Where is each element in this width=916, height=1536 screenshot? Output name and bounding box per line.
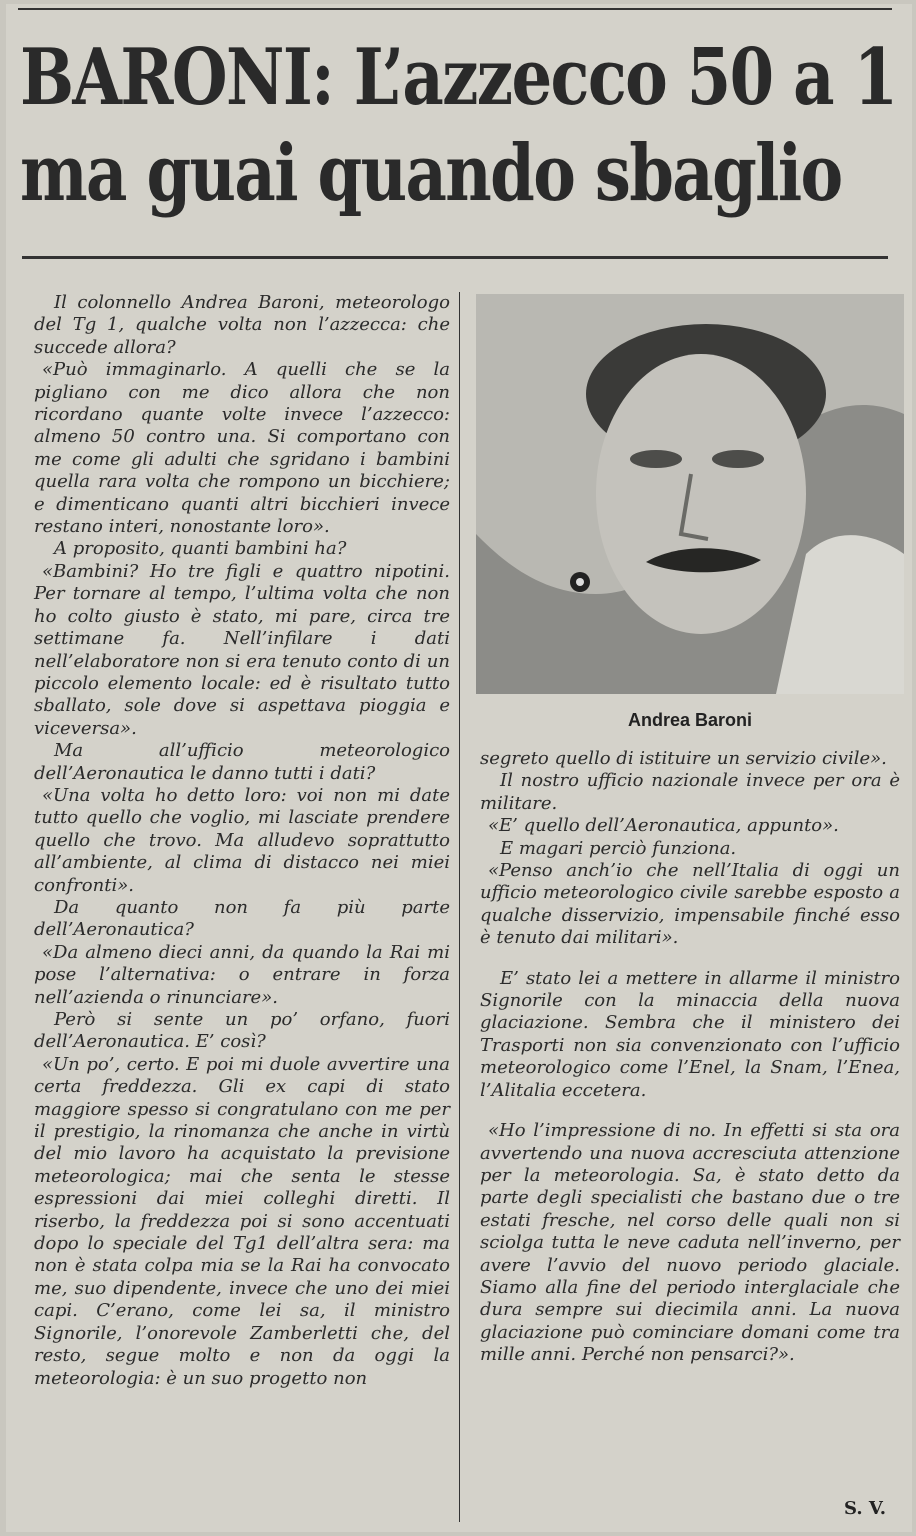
- paragraph: «Bambini? Ho tre figli e quattro nipotini. Per tornare al tempo, l’ultima volta che non ho colto giusto è stato, mi pare, circa tre settimane fa. Nell’infilare i dati nell’elaboratore non si era tenuto conto di un piccolo elemento locale: ed è risultato tutto sballato, sole dove si aspettava pioggia e viceversa».: [34, 560, 450, 739]
- paragraph: «Può immaginarlo. A quelli che se la pigliano con me dico allora che non ricordano quante volte invece l’azzecco: almeno 50 contro una. Si comportano con me come gli adulti che sgridano i bambini quella rara volta che rompono un bicchiere; e dimenticano quanti altri bicchieri invece restano interi, nonostante loro».: [34, 359, 450, 538]
- paragraph: «Da almeno dieci anni, da quando la Rai mi pose l’alternativa: o entrare in forza nell’azienda o rinunciare».: [34, 941, 450, 1008]
- paragraph: Ma all’ufficio meteorologico dell’Aeronautica le danno tutti i dati?: [34, 740, 450, 784]
- paragraph: Però si sente un po’ orfano, fuori dell’Aeronautica. E’ così?: [34, 1009, 450, 1053]
- column-divider: [459, 292, 460, 1522]
- paragraph: «Un po’, certo. E poi mi duole avvertire una certa freddezza. Gli ex capi di stato maggiore spesso si congratulano con me per il prestigio, la rinomanza che anche in virtù del mio lavoro ha acquistato la previsione meteorologica; mai che senta le stesse espressioni dai miei colleghi diretti. Il riserbo, la freddezza poi si sono accentuati dopo lo speciale del Tg1 dell’altra sera: ma non è stata colpa mia se la Rai ha convocato me, suo dipendente, invece che uno dei miei capi. C’erano, come lei sa, il ministro Signorile, l’onorevole Zamberletti che, del resto, segue molto e non da oggi la meteorologia: è un suo progetto non: [34, 1053, 450, 1389]
- left-column: [34, 292, 450, 1390]
- portrait-photo: [476, 294, 904, 694]
- newspaper-clipping: [6, 4, 912, 1532]
- photo-caption: Andrea Baroni: [627, 710, 753, 730]
- paragraph: «E’ quello dell’Aeronautica, appunto».: [488, 815, 839, 837]
- top-rule: [18, 8, 892, 10]
- paragraph: segreto quello di istituire un servizio civile».: [480, 748, 887, 769]
- paragraph: Da quanto non fa più parte dell’Aeronautica?: [34, 896, 450, 941]
- paragraph: E magari perciò funziona.: [500, 837, 737, 859]
- paragraph: «Una volta ho detto loro: voi non mi date tutto quello che voglio, mi lasciate prendere quello che trovo. Ma alludevo soprattutto all’ambiente, al clima di distacco nei miei confronti».: [34, 784, 450, 896]
- paragraph: A proposito, quanti bambini ha?: [54, 538, 347, 560]
- headline-line-1: BARONI: L’azzecco 50 a 1: [20, 32, 897, 123]
- paragraph: «Penso anch’io che nell’Italia di oggi un ufficio meteorologico civile sarebbe esposto a qualche disservizio, impensabile finché esso è tenuto dai militari».: [480, 860, 900, 949]
- headline-rule: [22, 256, 888, 259]
- headline-line-2: ma guai quando sbaglio: [20, 128, 842, 219]
- author-signature: S. V.: [844, 1498, 886, 1519]
- headline: [20, 30, 897, 222]
- paragraph: E’ stato lei a mettere in allarme il ministro Signorile con la minaccia della nuova glaciazione. Sembra che il ministero dei Trasporti non sia convenzionato con l’ufficio meteorologico come l’Enel, la Snam, l’Enea, l’Alitalia eccetera.: [480, 967, 900, 1101]
- paragraph: Il nostro ufficio nazionale invece per ora è militare.: [480, 770, 900, 814]
- right-column: [480, 748, 900, 1367]
- paragraph: «Ho l’impressione di no. In effetti si sta ora avvertendo una nuova accresciuta attenzione per la meteorologia. Sa, è stato detto da parte degli specialisti che bastano due o tre estati fresche, nel corso delle quali non si sciolga tutta le neve caduta nell’inverno, per avere l’avvio del nuovo periodo glaciale. Siamo alla fine del periodo interglaciale che dura sempre sui diecimila anni. La nuova glaciazione può cominciare domani come tra mille anni. Perché non pensarci?».: [480, 1120, 900, 1366]
- paragraph: Il colonnello Andrea Baroni, meteorologo del Tg 1, qualche volta non l’azzecca: che succede allora?: [34, 292, 450, 358]
